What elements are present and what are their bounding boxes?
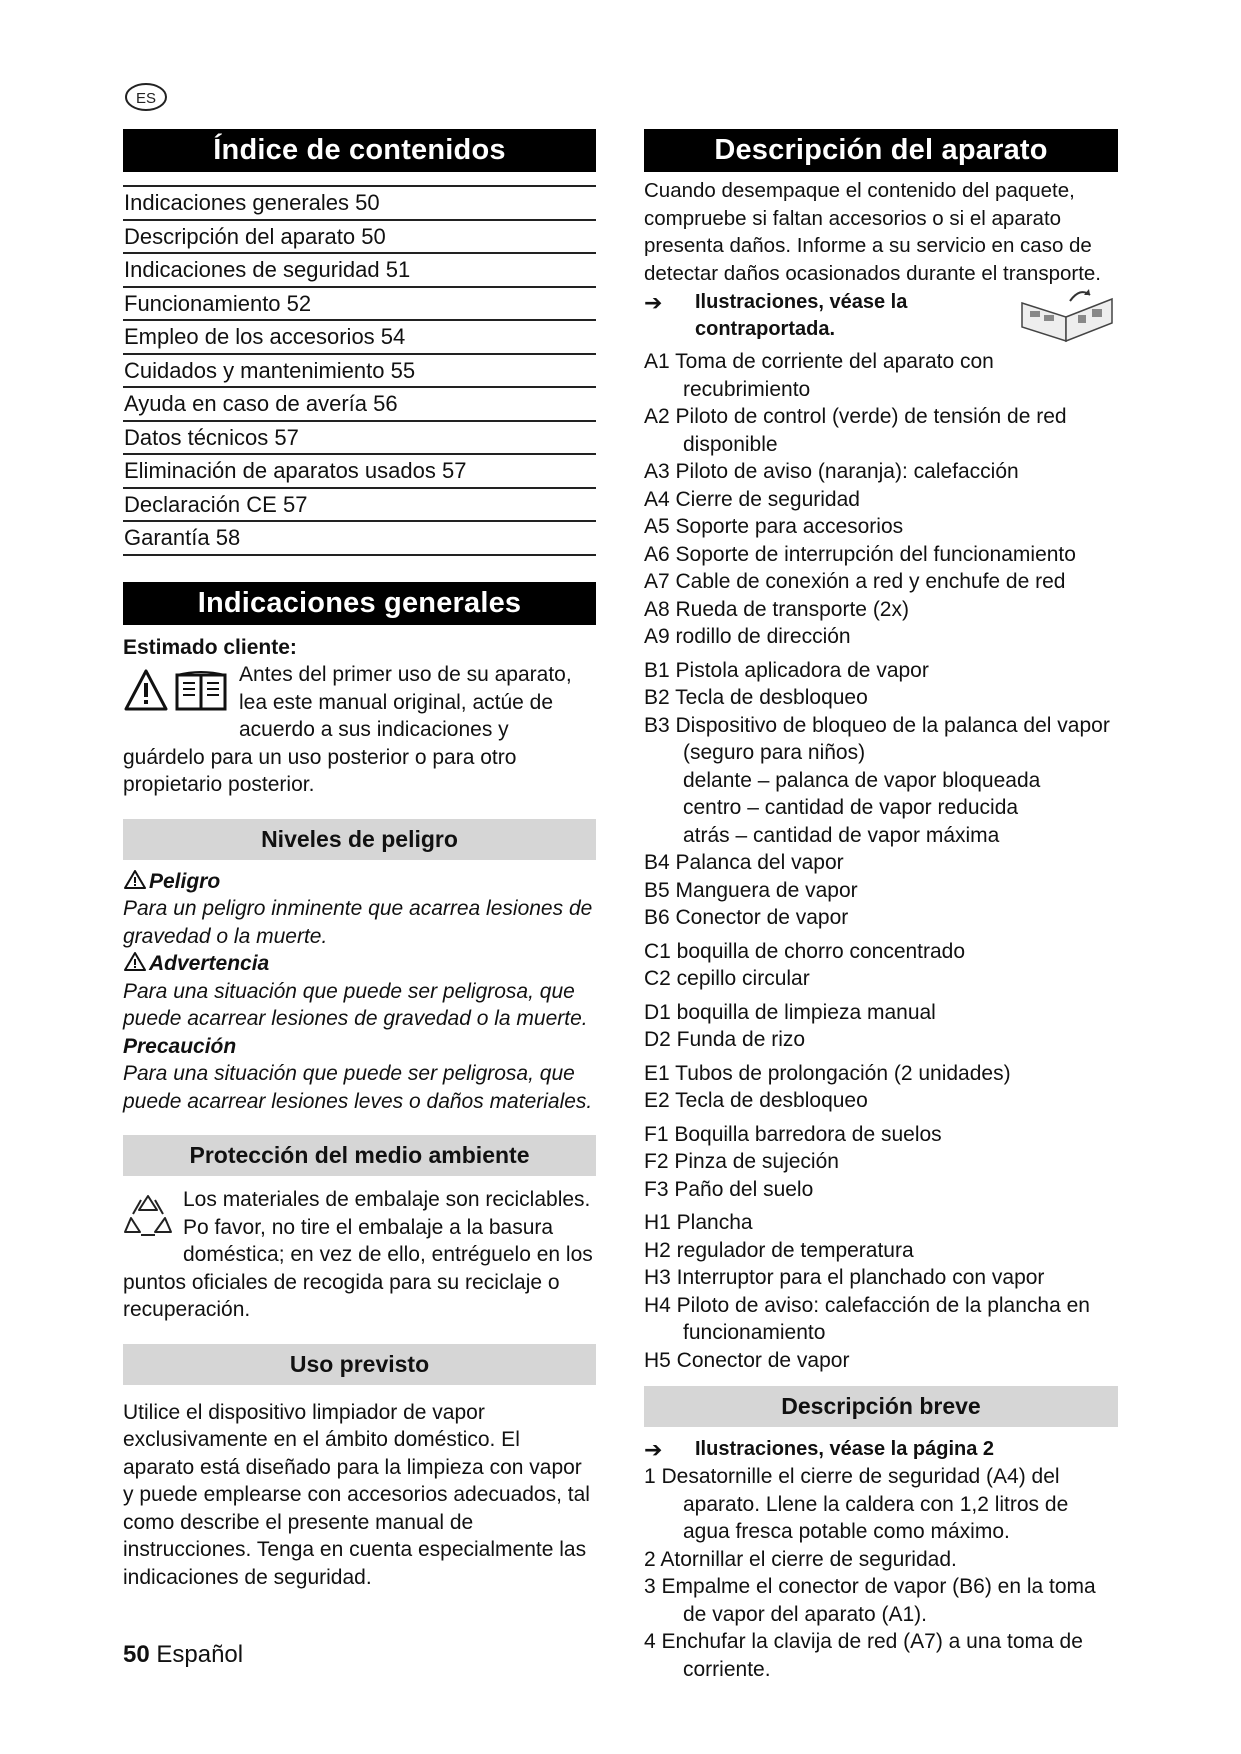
list-item: B2 Tecla de desbloqueo	[644, 686, 868, 709]
list-item: A3 Piloto de aviso (naranja): calefacción	[644, 460, 1019, 483]
list-item: B5 Manguera de vapor	[644, 878, 858, 902]
page-number: 50	[123, 1641, 150, 1668]
warning-triangle-icon	[123, 951, 147, 972]
left-column	[123, 129, 596, 1591]
danger-text: Para un peligro inminente que acarrea lesiones de gravedad o la muerte.	[123, 897, 593, 948]
general-intro: Antes del primer uso de su aparato, lea este manual original, actúe de acuerdo a sus indicaciones y guárdelo para un uso posterior o para otro propietario posterior.	[123, 663, 572, 796]
environment-title: Protección del medio ambiente	[123, 1135, 596, 1176]
illustrations-note: Ilustraciones, véase la contraportada.	[695, 291, 908, 340]
toc-item[interactable]: Indicaciones generales 50	[123, 187, 596, 221]
step-item: 4 Enchufar la clavija de red (A7) a una toma de corriente.	[644, 1630, 1083, 1681]
list-item: H1 Plancha	[644, 1211, 753, 1234]
device-intro: Cuando desempaque el contenido del paquete, compruebe si faltan accesorios o si el aparato presenta daños. Informe a su servicio en caso de detectar daños ocasionados durante el transporte.	[644, 179, 1101, 285]
brief-title: Descripción breve	[644, 1386, 1118, 1427]
arrow-right-icon: ➔	[644, 1437, 663, 1462]
danger-label-row	[123, 868, 596, 896]
toc-item[interactable]: Cuidados y mantenimiento 55	[123, 355, 596, 389]
warning-label-row	[123, 950, 596, 978]
list-item: A2 Piloto de control (verde) de tensión de red disponible	[644, 405, 1067, 456]
list-item: A5 Soporte para accesorios	[644, 515, 904, 538]
manual-book-illustration	[1018, 289, 1118, 348]
toc-item[interactable]: Ayuda en caso de avería 56	[123, 388, 596, 422]
recycle-symbol	[123, 1192, 173, 1246]
intended-use-title: Uso previsto	[123, 1344, 596, 1385]
list-item: C1 boquilla de chorro concentrado	[644, 939, 966, 963]
greeting: Estimado cliente:	[123, 635, 297, 659]
list-item: E2 Tecla de desbloqueo	[644, 1089, 868, 1112]
environment-text: Los materiales de embalaje son reciclables. Po favor, no tire el embalaje a la basura doméstica; en vez de ello, entréguelo en los puntos oficiales de recogida para su reciclaje o recuperación.	[123, 1188, 593, 1321]
table-of-contents	[123, 185, 596, 556]
toc-item[interactable]: Indicaciones de seguridad 51	[123, 254, 596, 288]
general-title: Indicaciones generales	[123, 582, 596, 625]
list-item: B4 Palanca del vapor	[644, 851, 844, 874]
caution-text: Para una situación que puede ser peligrosa, que puede acarrear lesiones leves o daños materiales.	[123, 1062, 593, 1113]
list-item: A6 Soporte de interrupción del funcionamiento	[644, 542, 1076, 566]
svg-text:ES: ES	[135, 90, 157, 107]
list-subitem: delante – palanca de vapor bloqueada	[683, 768, 1041, 792]
step-item: 3 Empalme el conector de vapor (B6) en la toma de vapor del aparato (A1).	[644, 1575, 1096, 1626]
list-item: E1 Tubos de prolongación (2 unidades)	[644, 1061, 1011, 1085]
footer-language: Español	[156, 1641, 244, 1668]
list-item: C2 cepillo circular	[644, 967, 810, 990]
parts-list	[644, 348, 1118, 1374]
warning-label: Advertencia	[149, 952, 270, 975]
brief-illustrations-row	[644, 1436, 1118, 1463]
toc-item[interactable]: Funcionamiento 52	[123, 288, 596, 322]
danger-levels-title: Niveles de peligro	[123, 819, 596, 860]
list-item: H4 Piloto de aviso: calefacción de la plancha en funcionamiento	[644, 1293, 1090, 1344]
step-item: 2 Atornillar el cierre de seguridad.	[644, 1547, 957, 1571]
warning-text: Para una situación que puede ser peligrosa, que puede acarrear lesiones de gravedad o la muerte.	[123, 979, 588, 1030]
toc-title: Índice de contenidos	[123, 129, 596, 172]
danger-label: Peligro	[149, 869, 221, 893]
step-item: 1 Desatornille el cierre de seguridad (A4) del aparato. Llene la caldera con 1,2 litros de agua fresca potable como máximo.	[644, 1465, 1069, 1543]
brief-illustrations-note: Ilustraciones, véase la página 2	[695, 1438, 995, 1460]
language-badge	[124, 82, 168, 112]
list-item: A7 Cable de conexión a red y enchufe de red	[644, 570, 1066, 593]
toc-item[interactable]: Datos técnicos 57	[123, 422, 596, 456]
warning-book-icon	[123, 667, 229, 713]
list-item: H2 regulador de temperatura	[644, 1238, 914, 1262]
toc-item[interactable]: Garantía 58	[123, 522, 596, 556]
arrow-right-icon: ➔	[644, 290, 663, 315]
toc-item[interactable]: Eliminación de aparatos usados 57	[123, 455, 596, 489]
warning-manual-icons	[123, 667, 229, 721]
list-item: B3 Dispositivo de bloqueo de la palanca del vapor (seguro para niños)	[644, 713, 1110, 764]
warning-triangle-icon	[123, 869, 147, 890]
caution-label: Precaución	[123, 1034, 237, 1058]
list-item: A1 Toma de corriente del aparato con recubrimiento	[644, 350, 994, 401]
list-item: H5 Conector de vapor	[644, 1348, 850, 1372]
list-item: B6 Conector de vapor	[644, 906, 849, 929]
list-item: D2 Funda de rizo	[644, 1028, 806, 1051]
list-item: D1 boquilla de limpieza manual	[644, 1000, 936, 1024]
toc-item[interactable]: Declaración CE 57	[123, 489, 596, 523]
list-item: B1 Pistola aplicadora de vapor	[644, 658, 929, 682]
page-footer	[123, 1641, 243, 1669]
open-manual-icon	[1018, 289, 1118, 343]
list-item: F2 Pinza de sujeción	[644, 1150, 839, 1173]
right-column	[644, 129, 1118, 1683]
toc-item[interactable]: Empleo de los accesorios 54	[123, 321, 596, 355]
list-subitem: atrás – cantidad de vapor máxima	[683, 823, 1000, 847]
list-item: H3 Interruptor para el planchado con vapor	[644, 1266, 1045, 1289]
language-badge-icon	[124, 82, 168, 112]
device-title: Descripción del aparato	[644, 129, 1118, 172]
intended-use-text: Utilice el dispositivo limpiador de vapor exclusivamente en el ámbito doméstico. El aparato está diseñado para la limpieza con vapor y puede emplearse con accesorios adecuados, tal como describe el presente manual de instrucciones. Tenga en cuenta especialmente las indicaciones de seguridad.	[123, 1400, 590, 1589]
toc-item[interactable]: Descripción del aparato 50	[123, 221, 596, 255]
list-item: A9 rodillo de dirección	[644, 625, 851, 648]
list-item: F3 Paño del suelo	[644, 1177, 814, 1201]
illustrations-note-row	[644, 289, 1012, 343]
recycle-icon	[123, 1192, 173, 1238]
brief-steps	[644, 1463, 1118, 1683]
list-item: A4 Cierre de seguridad	[644, 487, 860, 511]
list-subitem: centro – cantidad de vapor reducida	[683, 796, 1019, 819]
list-item: A8 Rueda de transporte (2x)	[644, 597, 909, 621]
list-item: F1 Boquilla barredora de suelos	[644, 1122, 942, 1146]
